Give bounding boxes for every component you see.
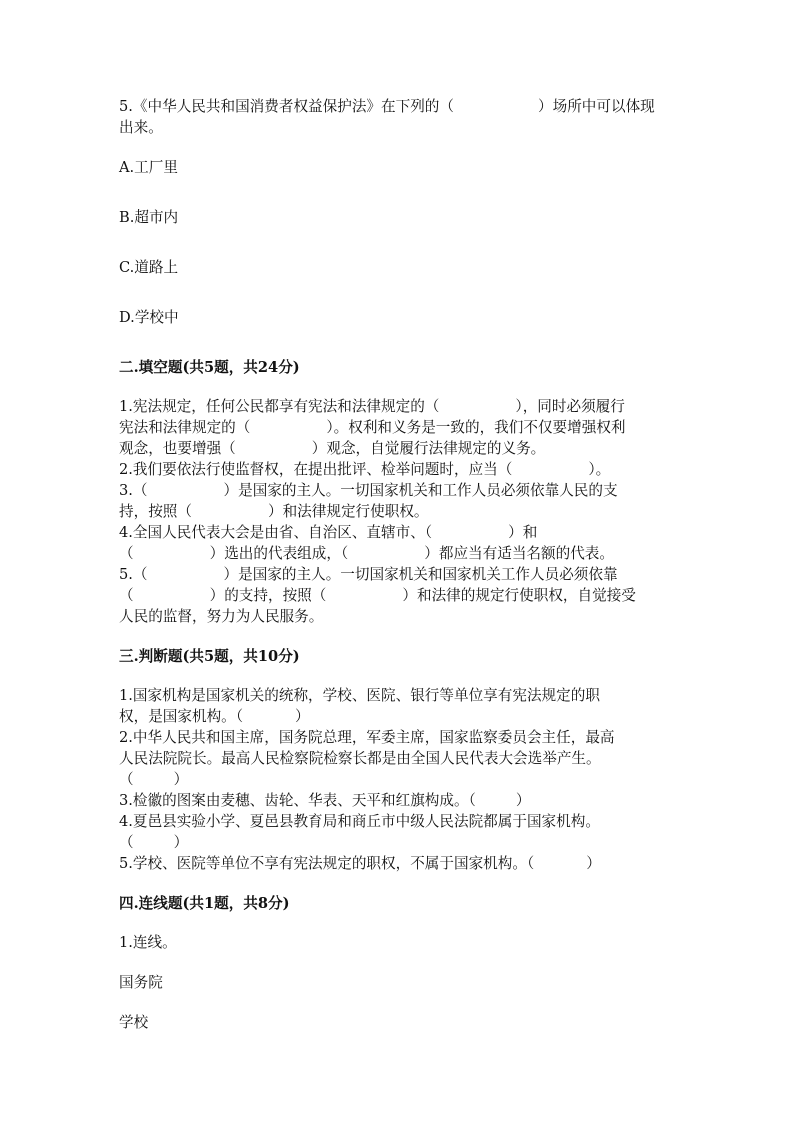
judge-q1-line2: 权，是国家机构。（ ） <box>119 708 310 725</box>
fill-q3-line2: 持，按照（ ）和法律规定行使职权。 <box>119 503 429 520</box>
judge-q1-line1: 1.国家机构是国家机关的统称，学校、医院、银行等单位享有宪法规定的职 <box>119 687 600 704</box>
choice-option-c: C.道路上 <box>119 259 179 276</box>
matching-item-school[interactable]: 学校 <box>119 1014 149 1031</box>
choice-option-a: A.工厂里 <box>119 159 178 176</box>
matching-q1: 1.连线。 <box>119 934 177 951</box>
judge-q2-line3: （ ） <box>119 771 189 788</box>
judge-q5-line1: 5.学校、医院等单位不享有宪法规定的职权，不属于国家机构。（ ） <box>119 855 601 872</box>
choice-q5-stem-line1: 5.《中华人民共和国消费者权益保护法》在下列的（ ）场所中可以体现 <box>119 98 655 115</box>
section-heading-matching: 四.连线题(共1题，共8分) <box>119 895 290 912</box>
fill-q3-line1: 3.（ ）是国家的主人。一切国家机关和工作人员必须依靠人民的支 <box>119 482 618 499</box>
choice-option-b: B.超市内 <box>119 209 179 226</box>
fill-q1-line3: 观念，也要增强（ ）观念，自觉履行法律规定的义务。 <box>119 440 546 457</box>
fill-q1-line2: 宪法和法律规定的（ ）。权利和义务是一致的，我们不仅要增强权利 <box>119 419 626 436</box>
section-heading-fill-blank: 二.填空题(共5题，共24分) <box>119 359 300 376</box>
fill-q5-line1: 5.（ ）是国家的主人。一切国家机关和国家机关工作人员必须依靠 <box>119 566 618 583</box>
fill-q4-line2: （ ）选出的代表组成，（ ）都应当有适当名额的代表。 <box>119 545 614 562</box>
judge-q2-line2: 人民法院院长。最高人民检察院检察长都是由全国人民代表大会选举产生。 <box>119 750 601 767</box>
choice-q5-stem-line2: 出来。 <box>119 119 163 136</box>
judge-q2-line1: 2.中华人民共和国主席，国务院总理，军委主席，国家监察委员会主任，最高 <box>119 729 615 746</box>
judge-q3-line1: 3.检徽的图案由麦穗、齿轮、华表、天平和红旗构成。（ ） <box>119 792 531 809</box>
choice-option-d: D.学校中 <box>119 309 179 326</box>
fill-q2-line1: 2.我们要依法行使监督权，在提出批评、检举问题时，应当（ ）。 <box>119 461 611 478</box>
section-heading-judge: 三.判断题(共5题，共10分) <box>119 648 300 665</box>
matching-item-state-council[interactable]: 国务院 <box>119 974 163 991</box>
fill-q4-line1: 4.全国人民代表大会是由省、自治区、直辖市、（ ）和 <box>119 524 538 541</box>
fill-q1-line1: 1.宪法规定，任何公民都享有宪法和法律规定的（ ），同时必须履行 <box>119 398 625 415</box>
fill-q5-line2: （ ）的支持，按照（ ）和法律的规定行使职权，自觉接受 <box>119 587 636 604</box>
judge-q4-line1: 4.夏邑县实验小学、夏邑县教育局和商丘市中级人民法院都属于国家机构。 <box>119 813 600 830</box>
judge-q4-line2: （ ） <box>119 834 189 851</box>
fill-q5-line3: 人民的监督，努力为人民服务。 <box>119 608 324 625</box>
